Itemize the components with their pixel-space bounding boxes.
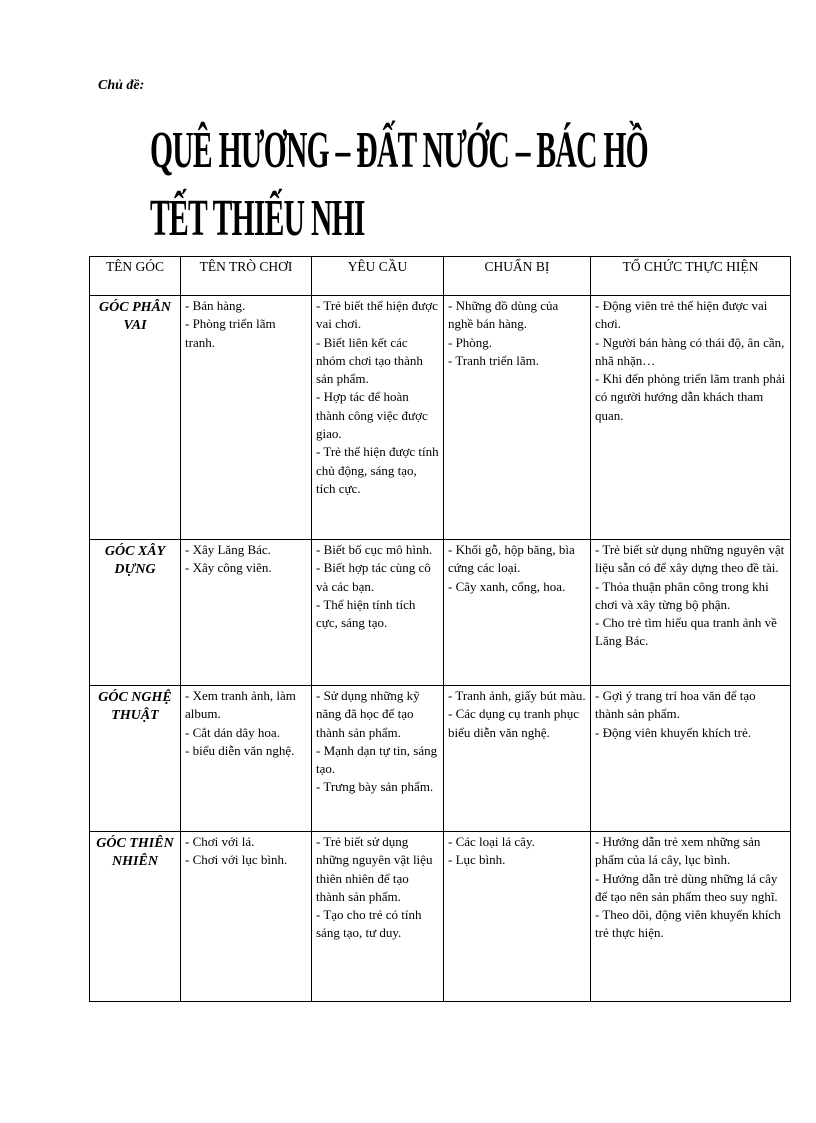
cell-line: - Biết hợp tác cùng cô và các bạn. [316, 560, 431, 594]
cell-line: - Người bán hàng có thái độ, ân cần, nhã nhặn… [595, 334, 785, 368]
cell-line: - Cây xanh, cổng, hoa. [448, 578, 566, 594]
cell-line: - Trẻ biết sử dụng những nguyên vật liệu sẵn có để xây dựng theo đề tài. [595, 542, 785, 576]
game-list-cell [181, 540, 312, 686]
cell-line: - Biết bố cục mô hình. [316, 542, 433, 557]
table-row [90, 540, 791, 686]
cell-line: - Phòng triển lãm tranh. [185, 316, 276, 350]
cell-line: - Thể hiện tính tích cực, sáng tạo. [316, 596, 416, 631]
corner-name: GÓC PHÂN VAI [99, 300, 171, 333]
cell-line: - Trẻ biết thể hiện được vai chơi. [316, 298, 438, 332]
organization-cell [591, 540, 791, 686]
game-list-cell [181, 686, 312, 832]
cell-line: - Trẻ thể hiện được tính chủ động, sáng tạo, tích cực. [316, 444, 439, 496]
corner-name: GÓC THIÊN NHIÊN [96, 836, 174, 869]
cell-line: - Biết liên kết các nhóm chơi tạo thành sản phẩm. [316, 334, 423, 387]
document-title-line-1: QUÊ HƯƠNG – ĐẤT NƯỚC – BÁC HỒ [150, 120, 648, 179]
cell-line: - Lục bình. [448, 852, 506, 868]
cell-line: - Động viên khuyến khích trẻ. [595, 724, 751, 740]
table-header-row [90, 257, 791, 296]
preparation-cell [444, 296, 591, 540]
cell-line: - Hướng dẫn trẻ dùng những lá cây để tạo nên sản phẩm theo suy nghĩ. [595, 870, 778, 904]
cell-line: - Khi đến phòng triển lãm tranh phải có người hướng dẫn khách tham quan. [595, 371, 786, 423]
cell-line: - Những đồ dùng của nghề bán hàng. [448, 298, 559, 332]
requirements-cell [312, 686, 444, 832]
cell-line: - Cắt dán dây hoa. [185, 724, 280, 740]
cell-line: - Động viên trẻ thể hiện được vai chơi. [595, 298, 768, 332]
header-preparation: CHUẨN BỊ [444, 257, 591, 296]
topic-label: Chủ đề: [98, 78, 145, 93]
organization-cell [591, 296, 791, 540]
header-game-name: TÊN TRÒ CHƠI [181, 257, 312, 296]
corner-name-cell [90, 296, 181, 540]
cell-line: - Xây Lăng Bác. [185, 542, 271, 557]
corner-name: GÓC XÂY DỰNG [104, 544, 166, 577]
preparation-cell [444, 832, 591, 1002]
cell-line: - Chơi với lá. [185, 834, 255, 849]
cell-line: - Chơi với lục bình. [185, 852, 288, 868]
corner-name: GÓC NGHỆ THUẬT [98, 690, 172, 723]
preparation-cell [444, 686, 591, 832]
cell-line: - Xem tranh ảnh, làm album. [185, 688, 296, 722]
document-title-line-2: TẾT THIẾU NHI [150, 188, 365, 247]
game-list-cell [181, 832, 312, 1002]
game-list-cell [181, 296, 312, 540]
cell-line: - Tranh triển lãm. [448, 352, 539, 368]
cell-line: - Xây công viên. [185, 560, 272, 576]
cell-line: - Cho trẻ tìm hiểu qua tranh ảnh về Lăng Bác. [595, 615, 777, 649]
cell-line: - Hợp tác để hoàn thành công việc được giao. [316, 389, 428, 442]
cell-line: - Tạo cho trẻ có tính sáng tạo, tư duy. [316, 907, 422, 941]
cell-line: - Bán hàng. [185, 298, 246, 313]
corner-name-cell [90, 832, 181, 1002]
table-row [90, 832, 791, 1002]
requirements-cell [312, 540, 444, 686]
corner-name-cell [90, 686, 181, 832]
table-row [90, 686, 791, 832]
cell-line: - Mạnh dạn tự tin, sáng tạo. [316, 742, 438, 777]
cell-line: - Sử dụng những kỹ năng đã học để tạo thành sản phẩm. [316, 688, 420, 740]
cell-line: - Theo dõi, động viên khuyến khích trẻ thực hiện. [595, 907, 781, 941]
cell-line: - Khối gỗ, hộp băng, bìa cứng các loại. [448, 542, 575, 576]
cell-line: - biểu diễn văn nghệ. [185, 742, 295, 758]
cell-line: - Tranh ảnh, giấy bút màu. [448, 688, 586, 703]
header-organization: TỔ CHỨC THỰC HIỆN [591, 257, 791, 296]
activity-corners-table [89, 256, 791, 1002]
header-requirements: YÊU CẦU [312, 257, 444, 296]
cell-line: - Các loại lá cây. [448, 834, 535, 849]
cell-line: - Trưng bày sản phẩm. [316, 779, 434, 795]
table-row [90, 296, 791, 540]
cell-line: - Gợi ý trang trí hoa văn để tạo thành sản phẩm. [595, 688, 756, 722]
organization-cell [591, 832, 791, 1002]
organization-cell [591, 686, 791, 832]
cell-line: - Hướng dẫn trẻ xem những sản phẩm của lá cây, lục bình. [595, 834, 761, 868]
requirements-cell [312, 296, 444, 540]
preparation-cell [444, 540, 591, 686]
requirements-cell [312, 832, 444, 1002]
corner-name-cell [90, 540, 181, 686]
header-corner-name: TÊN GÓC [90, 257, 181, 296]
cell-line: - Trẻ biết sử dụng những nguyên vật liệu thiên nhiên để tạo thành sản phẩm. [316, 834, 433, 904]
cell-line: - Thỏa thuận phân công trong khi chơi và xây từng bộ phận. [595, 578, 769, 612]
cell-line: - Phòng. [448, 334, 493, 350]
cell-line: - Các dụng cụ tranh phục biểu diễn văn nghệ. [448, 706, 580, 740]
